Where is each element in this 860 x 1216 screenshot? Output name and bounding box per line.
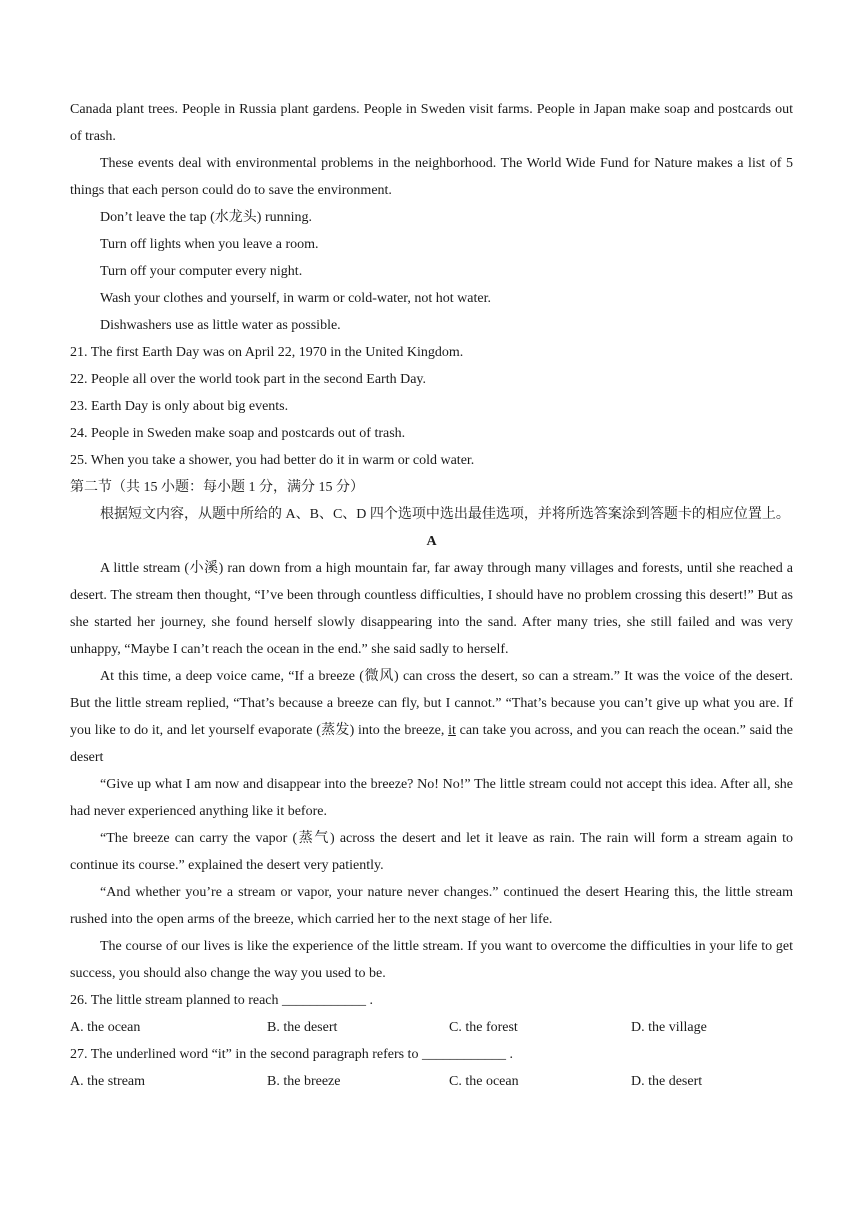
option-a: A. the stream	[70, 1074, 146, 1089]
statement-23: 23. Earth Day is only about big events.	[70, 399, 289, 414]
option-c: C. the ocean	[449, 1074, 519, 1089]
option-b: B. the breeze	[267, 1074, 341, 1089]
story-paragraph-2	[70, 663, 793, 771]
option-a: A. the ocean	[70, 1020, 141, 1035]
document-page	[70, 96, 793, 1095]
question-26-stem: 26. The little stream planned to reach ____________ .	[70, 993, 374, 1008]
statement-21: 21. The first Earth Day was on April 22, 1970 in the United Kingdom.	[70, 345, 464, 360]
statement-25: 25. When you take a shower, you had better do it in warm or cold water.	[70, 453, 475, 468]
option-b: B. the desert	[267, 1020, 338, 1035]
option-d: D. the desert	[631, 1074, 703, 1089]
section-heading: 第二节（共 15 小题：每小题 1 分，满分 15 分）	[70, 480, 364, 495]
tip-item: Turn off your computer every night.	[100, 264, 303, 279]
tip-item: Don’t leave the tap (水龙头) running.	[100, 210, 313, 225]
passage-label: A	[426, 534, 437, 549]
story-paragraph-5: “And whether you’re a stream or vapor, your nature never changes.” continued the desert Hearing this, the little stream rushed into the open arms of the breeze, which carried her to the next stage of her life.	[70, 885, 793, 927]
tip-item: Dishwashers use as little water as possible.	[100, 318, 341, 333]
statement-22: 22. People all over the world took part in the second Earth Day.	[70, 372, 426, 387]
story-paragraph-4: “The breeze can carry the vapor (蒸气) across the desert and let it leave as rain. The rain will form a stream again to continue its course.” explained the desert very patiently.	[70, 831, 793, 873]
statement-24: 24. People in Sweden make soap and postcards out of trash.	[70, 426, 406, 441]
tip-item: Wash your clothes and yourself, in warm or cold-water, not hot water.	[100, 291, 491, 306]
story-paragraph-6: The course of our lives is like the experience of the little stream. If you want to overcome the difficulties in your life to get success, you should also change the way you used to be.	[70, 939, 793, 981]
option-d: D. the village	[631, 1020, 707, 1035]
story-paragraph-1: A little stream (小溪) ran down from a high mountain far, far away through many villages and forests, until she reached a desert. The stream then thought, “I’ve been through countless difficulties, I should have no problem crossing this desert!” But as she started her journey, she found herself slowly disappearing into the sand. After many tries, she still failed and was very unhappy, “Maybe I can’t reach the ocean in the end.” she said sadly to herself.	[70, 561, 793, 657]
intro-paragraph-2: These events deal with environmental problems in the neighborhood. The World Wide Fund for Nature makes a list of 5 things that each person could do to save the environment.	[70, 156, 793, 198]
question-27-options	[70, 1068, 793, 1095]
option-c: C. the forest	[449, 1020, 518, 1035]
story-paragraph-3: “Give up what I am now and disappear into the breeze? No! No!” The little stream could not accept this idea. After all, she had never experienced anything like it before.	[70, 777, 793, 819]
intro-paragraph-1: Canada plant trees. People in Russia plant gardens. People in Sweden visit farms. People in Japan make soap and postcards out of trash.	[70, 102, 793, 144]
story-paragraph-2-part-b: can take you across, and you can reach the ocean.” said the desert	[70, 723, 793, 765]
story-paragraph-2-part-a: At this time, a deep voice came, “If a breeze (微风) can cross the desert, so can a stream.” It was the voice of the desert. But the little stream replied, “That’s because a breeze can fly, but I cannot.” “That’s because you can’t give up what you are. If you like to do it, and let yourself evaporate (蒸发) into the breeze,	[70, 669, 793, 738]
tip-item: Turn off lights when you leave a room.	[100, 237, 319, 252]
section-instruction: 根据短文内容，从题中所给的 A、B、C、D 四个选项中选出最佳选项，并将所选答案涂到答题卡的相应位置上。	[100, 507, 790, 522]
underlined-word: it	[448, 723, 456, 738]
question-26-options	[70, 1014, 793, 1041]
question-27-stem: 27. The underlined word “it” in the second paragraph refers to ____________ .	[70, 1047, 513, 1062]
